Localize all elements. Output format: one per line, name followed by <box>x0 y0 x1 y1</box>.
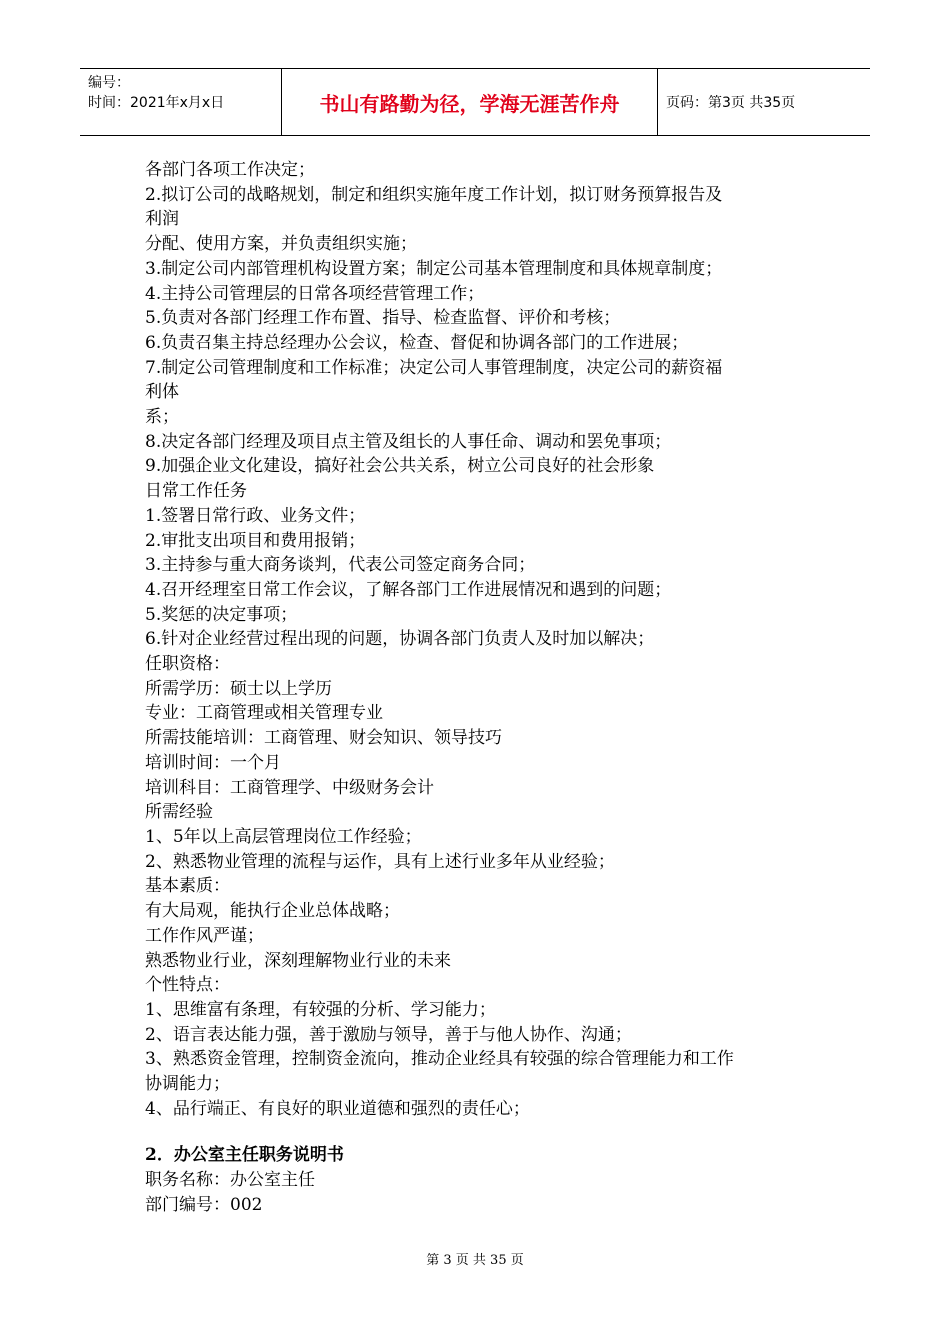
body-line: 6.针对企业经营过程出现的问题，协调各部门负责人及时加以解决； <box>145 629 655 650</box>
header-meta <box>80 69 282 135</box>
body-line: 工作作风严谨； <box>145 925 264 946</box>
body-line: 2、语言表达能力强，善于激励与领导，善于与他人协作、沟通； <box>145 1024 632 1045</box>
body-line: 培训科目：工商管理学、中级财务会计 <box>145 777 434 798</box>
body-line: 4.召开经理室日常工作会议，了解各部门工作进展情况和遇到的问题； <box>145 579 672 600</box>
body-line: 4.主持公司管理层的日常各项经营管理工作； <box>145 283 485 304</box>
body-line: 系； <box>145 407 179 428</box>
body-line: 有大局观，能执行企业总体战略； <box>145 901 400 922</box>
section-title: 2．办公室主任职务说明书 <box>145 1145 344 1166</box>
body-line: 2、熟悉物业管理的流程与运作，具有上述行业多年从业经验； <box>145 851 615 872</box>
header-motto: 书山有路勤为径，学海无涯苦作舟 <box>282 69 658 135</box>
doc-date-label: 时间：2021年x月x日 <box>88 95 225 111</box>
body-line: 各部门各项工作决定； <box>145 160 315 180</box>
section-line: 部门编号：002 <box>145 1194 263 1215</box>
body-line: 1、思维富有条理，有较强的分析、学习能力； <box>145 999 496 1020</box>
body-line: 9.加强企业文化建设，搞好社会公共关系，树立公司良好的社会形象 <box>145 456 655 477</box>
body-line: 8.决定各部门经理及项目点主管及组长的人事任命、调动和罢免事项； <box>145 431 672 452</box>
body-line: 5.奖惩的决定事项； <box>145 604 298 625</box>
body-lines <box>145 158 825 1121</box>
body-line: 所需技能培训：工商管理、财会知识、领导技巧 <box>145 728 502 749</box>
body-line: 熟悉物业行业，深刻理解物业行业的未来 <box>145 950 451 971</box>
document-body <box>145 158 825 1218</box>
body-line: 利润 <box>145 209 179 230</box>
body-line: 5.负责对各部门经理工作布置、指导、检查监督、评价和考核； <box>145 308 621 329</box>
page-header <box>80 68 870 136</box>
page-footer: 第 3 页 共 35 页 <box>426 1253 524 1268</box>
body-line: 培训时间：一个月 <box>145 752 281 773</box>
body-line: 1.签署日常行政、业务文件； <box>145 505 366 526</box>
body-line: 1、5年以上高层管理岗位工作经验； <box>145 826 422 847</box>
body-line: 7.制定公司管理制度和工作标准；决定公司人事管理制度，决定公司的薪资福 <box>145 357 723 378</box>
header-page-info: 页码：第3页 共35页 <box>666 95 796 111</box>
body-line: 4、品行端正、有良好的职业道德和强烈的责任心； <box>145 1098 530 1119</box>
doc-number-label: 编号： <box>88 75 130 91</box>
body-line: 协调能力； <box>145 1074 230 1095</box>
body-line: 3、熟悉资金管理，控制资金流向，推动企业经具有较强的综合管理能力和工作 <box>145 1049 734 1070</box>
body-line: 利体 <box>145 382 179 403</box>
section-line: 职务名称：办公室主任 <box>145 1170 315 1191</box>
body-line: 6.负责召集主持总经理办公会议，检查、督促和协调各部门的工作进展； <box>145 332 689 353</box>
body-line: 个性特点： <box>145 975 230 996</box>
body-line: 2.审批支出项目和费用报销； <box>145 530 366 551</box>
body-line: 所需经验 <box>145 802 213 823</box>
body-line: 分配、使用方案，并负责组织实施； <box>145 234 417 255</box>
body-line: 任职资格： <box>145 654 230 675</box>
body-line: 所需学历：硕士以上学历 <box>145 678 332 699</box>
body-line: 专业：工商管理或相关管理专业 <box>145 703 383 724</box>
body-line: 2.拟订公司的战略规划，制定和组织实施年度工作计划，拟订财务预算报告及 <box>145 184 723 205</box>
body-line: 日常工作任务 <box>145 481 247 502</box>
body-line: 3.制定公司内部管理机构设置方案；制定公司基本管理制度和具体规章制度； <box>145 258 723 279</box>
body-line: 基本素质： <box>145 876 230 897</box>
section-lines <box>145 1168 825 1217</box>
body-line: 3.主持参与重大商务谈判，代表公司签定商务合同； <box>145 555 536 576</box>
